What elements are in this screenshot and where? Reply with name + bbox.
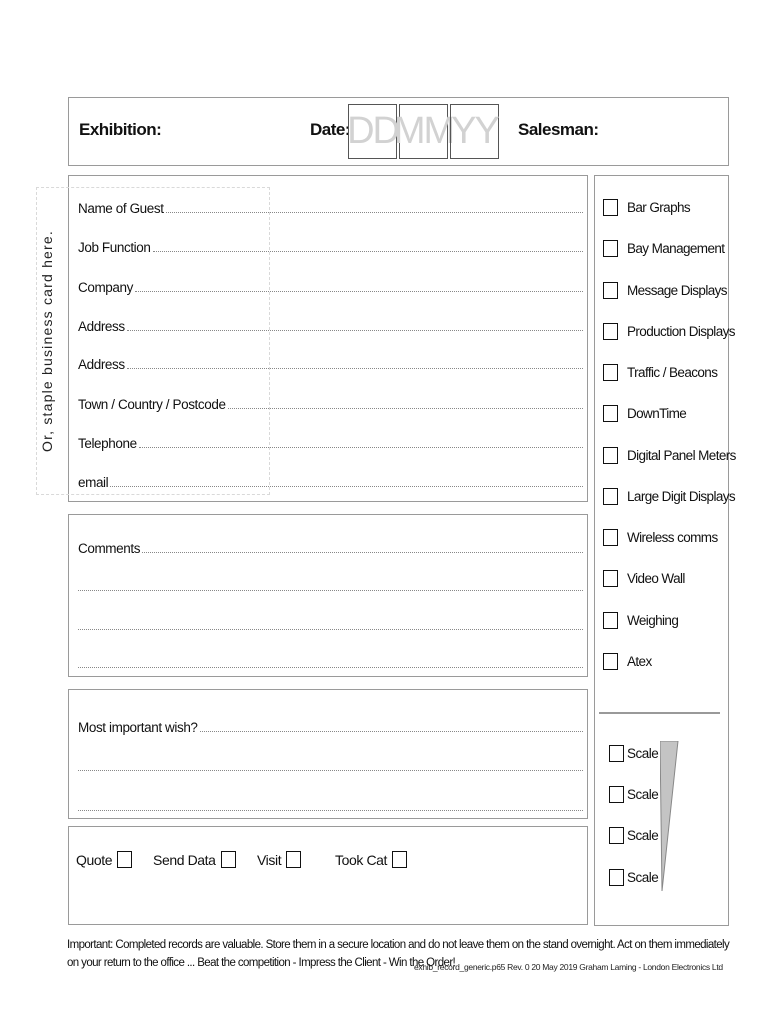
exhibition-label: Exhibition: <box>79 120 162 139</box>
field-important-wish[interactable] <box>78 715 583 735</box>
product-label: Video Wall <box>627 571 685 586</box>
field-label: Most important wish? <box>78 720 198 735</box>
scale-checkbox[interactable] <box>609 869 624 886</box>
date-label: Date: <box>310 120 351 139</box>
business-card-note <box>36 187 58 495</box>
product-production-displays[interactable] <box>603 323 735 340</box>
product-traffic-beacons[interactable] <box>603 364 717 381</box>
date-year-field[interactable] <box>450 104 499 159</box>
product-label: Bar Graphs <box>627 200 691 215</box>
product-message-displays[interactable] <box>603 282 727 299</box>
scale-checkbox[interactable] <box>609 786 624 803</box>
product-label: Weighing <box>627 613 679 628</box>
product-checkbox[interactable] <box>603 240 618 257</box>
field-label: Comments <box>78 541 141 556</box>
product-atex[interactable] <box>603 653 652 670</box>
product-label: Production Displays <box>627 324 735 339</box>
footer-meta: exhib_record_generic.p65 Rev. 0 20 May 2019 Graham Laming - London Electronics Ltd <box>414 962 723 972</box>
products-panel <box>594 175 736 926</box>
action-label: Send Data <box>153 851 216 868</box>
scale-checkbox[interactable] <box>609 745 624 762</box>
scale-label: Scale <box>627 746 659 761</box>
header-panel <box>68 97 729 166</box>
salesman-label: Salesman: <box>518 120 599 139</box>
field-label: Town / Country / Postcode <box>78 397 226 412</box>
action-label: Took Cat <box>335 851 388 868</box>
product-checkbox[interactable] <box>603 570 618 587</box>
action-label: Quote <box>76 851 113 868</box>
product-checkbox[interactable] <box>603 323 618 340</box>
wish-line[interactable] <box>78 810 583 811</box>
field-label: Job Function <box>78 240 151 255</box>
product-label: Atex <box>627 654 652 669</box>
comment-line[interactable] <box>78 629 583 630</box>
scale-option-3[interactable] <box>609 827 658 844</box>
action-send-data[interactable] <box>153 851 236 868</box>
scale-checkbox[interactable] <box>609 827 624 844</box>
action-took-cat[interactable] <box>335 851 407 868</box>
date-day-placeholder: DD <box>347 110 398 152</box>
product-checkbox[interactable] <box>603 488 618 505</box>
product-checkbox[interactable] <box>603 364 618 381</box>
date-month-field[interactable] <box>393 104 454 159</box>
field-label: Address <box>78 357 125 372</box>
divider <box>599 712 720 714</box>
product-label: Message Displays <box>627 283 727 298</box>
date-month-placeholder: MM <box>393 110 454 152</box>
scale-option-1[interactable] <box>609 745 658 762</box>
product-label: Large Digit Displays <box>627 489 736 504</box>
product-bay-management[interactable] <box>603 240 724 257</box>
field-label: Company <box>78 280 133 295</box>
product-label: Traffic / Beacons <box>627 365 718 380</box>
quote-checkbox[interactable] <box>117 851 132 868</box>
product-checkbox[interactable] <box>603 653 618 670</box>
action-label: Visit <box>257 851 282 868</box>
action-quote[interactable] <box>76 851 132 868</box>
visit-checkbox[interactable] <box>286 851 301 868</box>
date-year-placeholder: YY <box>451 110 498 152</box>
field-label: Telephone <box>78 436 137 451</box>
scale-label: Scale <box>627 787 659 802</box>
important-wish-panel <box>68 689 588 819</box>
product-video-wall[interactable] <box>603 570 685 587</box>
product-bar-graphs[interactable] <box>603 199 690 216</box>
product-weighing[interactable] <box>603 612 678 629</box>
dotted-line <box>228 408 583 409</box>
product-checkbox[interactable] <box>603 447 618 464</box>
product-checkbox[interactable] <box>603 529 618 546</box>
scale-option-2[interactable] <box>609 786 658 803</box>
product-label: DownTime <box>627 406 687 421</box>
action-visit[interactable] <box>257 851 301 868</box>
product-downtime[interactable] <box>603 405 686 422</box>
actions-panel <box>68 826 588 925</box>
scale-wedge-icon <box>660 741 680 891</box>
send-data-checkbox[interactable] <box>221 851 236 868</box>
date-day-field[interactable] <box>348 104 397 159</box>
scale-option-4[interactable] <box>609 869 658 886</box>
product-label: Bay Management <box>627 241 725 256</box>
dotted-line <box>200 731 583 732</box>
comments-panel <box>68 514 588 677</box>
business-card-note-text: Or, staple business card here. <box>39 230 55 452</box>
footer-note: Important: Completed records are valuable. Store them in a secure location and do not leave them on the stand overnight. Act on them immediately on your return to the office ... Beat the competition - Impress the Client - Win the Order! <box>67 939 730 969</box>
wish-line[interactable] <box>78 770 583 771</box>
business-card-area <box>36 187 270 495</box>
field-comments[interactable] <box>78 536 583 556</box>
dotted-line <box>142 552 583 553</box>
product-label: Wireless comms <box>627 530 718 545</box>
product-digital-panel-meters[interactable] <box>603 447 736 464</box>
product-checkbox[interactable] <box>603 282 618 299</box>
product-checkbox[interactable] <box>603 199 618 216</box>
product-label: Digital Panel Meters <box>627 448 736 463</box>
comment-line[interactable] <box>78 667 583 668</box>
product-wireless-comms[interactable] <box>603 529 718 546</box>
field-label: Address <box>78 319 125 334</box>
product-checkbox[interactable] <box>603 612 618 629</box>
field-label: Name of Guest <box>78 201 164 216</box>
field-label: email <box>78 475 109 490</box>
took-cat-checkbox[interactable] <box>392 851 407 868</box>
comment-line[interactable] <box>78 590 583 591</box>
product-large-digit-displays[interactable] <box>603 488 735 505</box>
scale-label: Scale <box>627 828 659 843</box>
product-checkbox[interactable] <box>603 405 618 422</box>
scale-label: Scale <box>627 870 659 885</box>
